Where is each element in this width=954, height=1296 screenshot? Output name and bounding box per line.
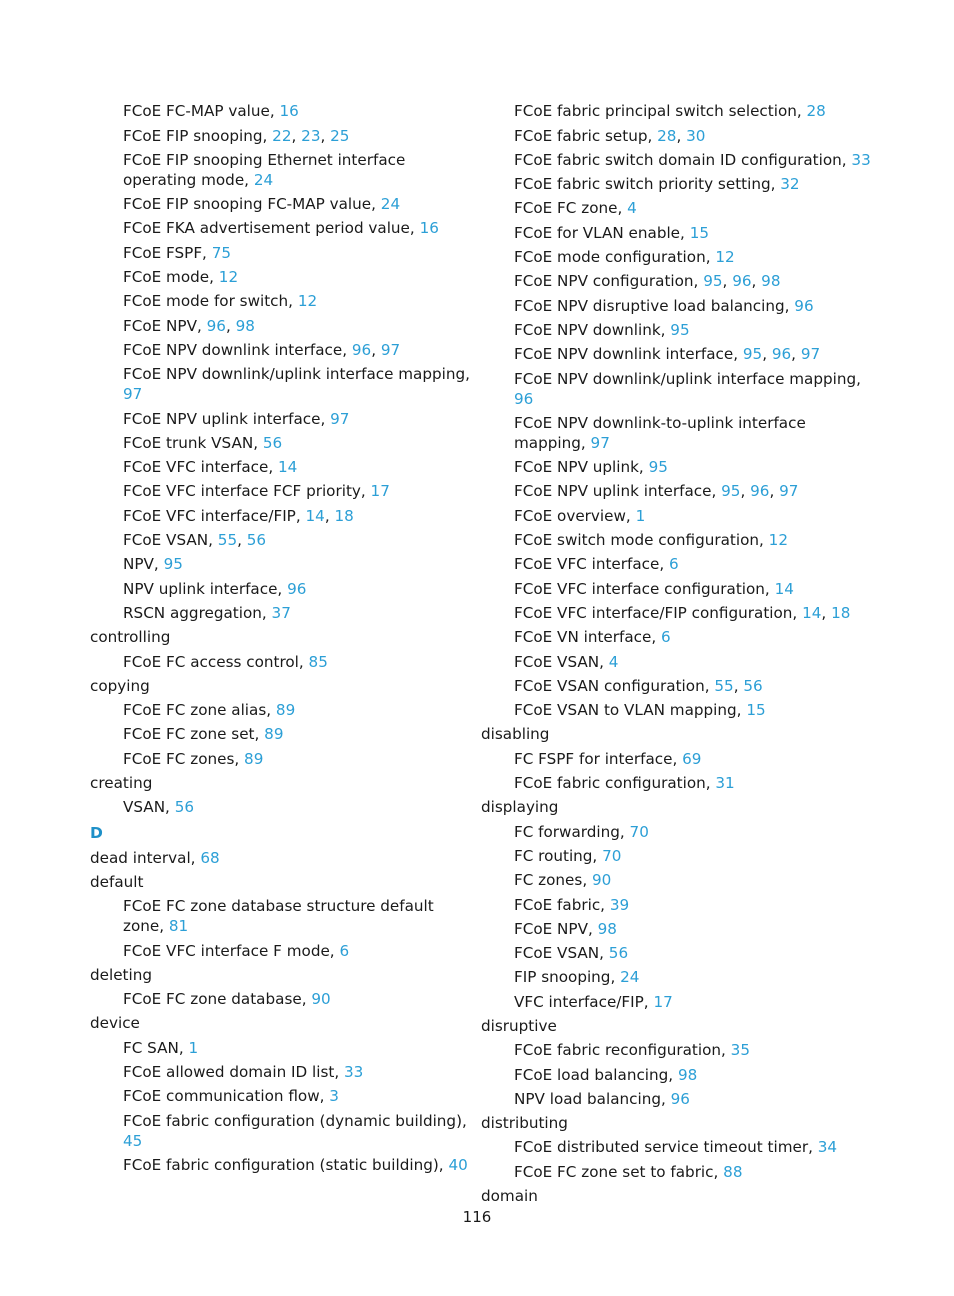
page-link[interactable]: 95	[742, 345, 763, 364]
index-entry-text: deleting	[90, 965, 152, 984]
page-link[interactable]: 18	[334, 506, 354, 525]
index-subterm	[90, 433, 470, 453]
index-entry-text: FCoE VN interface,	[514, 628, 662, 647]
page-link[interactable]: 85	[308, 652, 328, 671]
page-link[interactable]: 70	[629, 822, 649, 841]
index-entry-text: FCoE NPV uplink interface,	[514, 482, 722, 501]
page-link[interactable]: 96	[750, 482, 770, 501]
page-link[interactable]: 1	[635, 506, 646, 525]
index-subterm	[481, 870, 881, 890]
index-subterm	[90, 1038, 470, 1058]
index-entry-text: FCoE fabric principal switch selection,	[514, 102, 807, 121]
index-subterm: FCoE NPV configuration, 95, 96, 98	[514, 272, 781, 291]
index-entry-text: FCoE mode,	[123, 268, 219, 287]
index-entry-text: FCoE VFC interface,	[514, 555, 670, 574]
index-subterm: FCoE VFC interface/FIP configuration, 14, 18	[514, 603, 851, 622]
page-link[interactable]: 16	[279, 102, 299, 121]
page-link[interactable]: 16	[419, 219, 439, 238]
index-subterm	[481, 457, 881, 477]
index-subterm	[90, 1111, 470, 1151]
index-subterm: FCoE NPV, 96, 98	[123, 316, 255, 335]
index-entry-text: FCoE VFC interface configuration,	[514, 579, 775, 598]
index-subterm	[481, 506, 881, 526]
page-link[interactable]: 4	[608, 652, 619, 671]
page-link[interactable]: 88	[723, 1162, 743, 1181]
index-subterm	[481, 369, 881, 409]
index-entry-text: domain	[481, 1187, 538, 1206]
index-subterm	[481, 101, 881, 121]
index-entry-text: FCoE mode for switch,	[123, 292, 298, 311]
page-link[interactable]: 89	[264, 725, 284, 744]
index-entry-text: device	[90, 1014, 140, 1033]
index-entry-text: disruptive	[481, 1016, 557, 1035]
index-entry-text: FCoE fabric switch domain ID configuration,	[514, 150, 852, 169]
index-term	[90, 676, 470, 696]
index-term	[90, 627, 470, 647]
index-entry-text: FC forwarding,	[514, 822, 630, 841]
index-subterm	[481, 773, 881, 793]
index-entry-text: FCoE fabric configuration (static building),	[123, 1155, 449, 1174]
index-term	[481, 1186, 881, 1206]
index-entry-text: FCoE NPV downlink interface,	[514, 345, 743, 364]
index-entry-text: FC zones,	[514, 871, 592, 890]
index-entry-text: FCoE VFC interface FCF priority,	[123, 482, 371, 501]
page-link[interactable]: 90	[591, 871, 612, 890]
index-subterm: FCoE VFC interface/FIP, 14, 18	[123, 506, 354, 525]
index-entry-text: FCoE NPV disruptive load balancing,	[514, 296, 795, 315]
page-link[interactable]: 96	[794, 296, 814, 315]
index-subterm: FCoE VSAN, 55, 56	[123, 531, 267, 550]
page-link[interactable]: 96	[771, 345, 792, 364]
index-subterm	[90, 1062, 470, 1082]
index-term	[90, 872, 470, 892]
index-subterm	[90, 554, 470, 574]
index-entry-text: dead interval,	[90, 848, 201, 867]
page-link[interactable]: 39	[609, 895, 630, 914]
index-subterm: FCoE NPV downlink interface, 95, 96, 97	[514, 345, 821, 364]
index-entry-text: displaying	[481, 798, 559, 817]
index-subterm: FCoE fabric setup, 28, 30	[514, 126, 706, 145]
index-subterm	[481, 296, 881, 316]
page-link[interactable]: 89	[244, 749, 264, 768]
index-entry-text: FCoE fabric setup,	[514, 126, 658, 145]
index-entry-text: FCoE NPV uplink,	[514, 458, 649, 477]
index-entry-text: FCoE FC access control,	[123, 652, 309, 671]
page-link[interactable]: 56	[174, 798, 195, 817]
index-entry-text: disabling	[481, 725, 550, 744]
page-link[interactable]: 28	[806, 102, 826, 121]
page-link[interactable]: 55	[714, 676, 734, 695]
index-subterm	[481, 992, 881, 1012]
index-entry-text: FCoE NPV uplink interface,	[123, 409, 331, 428]
page-link[interactable]: 24	[253, 170, 274, 189]
page-link[interactable]: 97	[779, 482, 799, 501]
index-subterm	[481, 247, 881, 267]
index-entry-text: FCoE FC zones,	[123, 749, 245, 768]
index-entry-text: FCoE FC zone alias,	[123, 701, 276, 720]
index-subterm	[481, 967, 881, 987]
page-link[interactable]: 98	[761, 272, 781, 291]
page-link[interactable]: 12	[768, 531, 788, 550]
page-link[interactable]: 96	[514, 389, 534, 408]
index-entry-text: FCoE FC zone database,	[123, 990, 312, 1009]
page-link[interactable]: 14	[802, 603, 822, 622]
index-subterm	[90, 291, 470, 311]
index-entry-text: FCoE for VLAN enable,	[514, 223, 690, 242]
page-link[interactable]: 98	[235, 316, 255, 335]
index-subterm	[481, 700, 881, 720]
index-subterm	[481, 223, 881, 243]
index-entry-text: distributing	[481, 1114, 568, 1133]
index-entry-text: FCoE fabric configuration (dynamic building),	[123, 1111, 467, 1130]
index-entry-text: NPV uplink interface,	[123, 579, 288, 598]
page-link[interactable]: 28	[657, 126, 677, 145]
index-subterm	[90, 652, 470, 672]
page-link[interactable]: 90	[311, 990, 331, 1009]
index-subterm	[481, 919, 881, 939]
index-entry-text: FCoE VSAN,	[514, 652, 609, 671]
index-subterm: FCoE NPV uplink interface, 95, 96, 97	[514, 482, 799, 501]
index-term	[90, 848, 470, 868]
index-subterm	[481, 1065, 881, 1085]
index-term	[90, 1013, 470, 1033]
page-link[interactable]: 12	[218, 268, 239, 287]
index-subterm: FCoE FIP snooping, 22, 23, 25	[123, 126, 350, 145]
page-link[interactable]: 97	[590, 433, 610, 452]
page-link[interactable]: 55	[217, 531, 238, 550]
index-entry-text: FCoE VFC interface/FIP,	[123, 506, 306, 525]
index-section-letter: D	[90, 824, 103, 843]
page-link[interactable]: 95	[703, 272, 723, 291]
index-entry-text: NPV,	[123, 555, 164, 574]
page-link[interactable]: 95	[670, 320, 690, 339]
index-subterm	[90, 797, 470, 817]
index-entry-text: FCoE overview,	[514, 506, 636, 525]
index-subterm: FCoE NPV downlink interface, 96, 97	[123, 340, 401, 359]
page-link[interactable]: 95	[721, 482, 741, 501]
page-link[interactable]: 17	[653, 992, 673, 1011]
page-link[interactable]: 14	[305, 506, 325, 525]
index-subterm	[90, 409, 470, 429]
index-entry-text: FCoE NPV downlink/uplink interface mapping,	[514, 369, 861, 388]
index-entry-text: FCoE communication flow,	[123, 1087, 330, 1106]
index-entry-text: FCoE NPV downlink/uplink interface mapping,	[123, 365, 470, 384]
page-link[interactable]: 4	[627, 199, 637, 218]
index-subterm	[481, 150, 881, 170]
index-subterm	[481, 652, 881, 672]
index-entry-text: FCoE allowed domain ID list,	[123, 1062, 344, 1081]
index-subterm	[481, 943, 881, 963]
page-link[interactable]: 15	[746, 701, 766, 720]
index-term	[481, 1113, 881, 1133]
index-entry-text: VSAN,	[123, 798, 175, 817]
index-entry-text: default	[90, 872, 144, 891]
page-link[interactable]: 69	[682, 749, 702, 768]
page-link[interactable]: 33	[344, 1062, 364, 1081]
index-entry-text: RSCN aggregation,	[123, 603, 272, 622]
page-link[interactable]: 56	[246, 531, 267, 550]
page-link[interactable]: 30	[686, 126, 706, 145]
index-subterm	[90, 481, 470, 501]
index-term	[90, 965, 470, 985]
index-subterm: FCoE VSAN configuration, 55, 56	[514, 676, 763, 695]
index-subterm	[90, 896, 470, 936]
index-subterm	[481, 627, 881, 647]
page-link[interactable]: 56	[743, 676, 763, 695]
index-entry-text: FCoE VSAN configuration,	[514, 676, 715, 695]
index-subterm	[90, 457, 470, 477]
index-subterm	[481, 530, 881, 550]
page-link[interactable]: 56	[608, 944, 629, 963]
index-entry-text: FCoE FIP snooping,	[123, 126, 273, 145]
index-entry-text: FIP snooping,	[514, 968, 621, 987]
page-link[interactable]: 40	[448, 1155, 468, 1174]
index-entry-text: FCoE FSPF,	[123, 243, 212, 262]
index-entry-text: FCoE FC-MAP value,	[123, 102, 280, 121]
page-link[interactable]: 17	[370, 482, 390, 501]
page-link[interactable]: 98	[677, 1065, 698, 1084]
index-entry-text: FCoE NPV configuration,	[514, 272, 704, 291]
index-subterm	[481, 895, 881, 915]
index-entry-text: controlling	[90, 628, 171, 647]
page-link[interactable]: 6	[339, 941, 350, 960]
index-term	[90, 773, 470, 793]
page-link[interactable]: 96	[732, 272, 752, 291]
index-subterm	[90, 749, 470, 769]
index-entry-text: FCoE NPV,	[123, 316, 207, 335]
page-link[interactable]: 32	[780, 175, 800, 194]
page-link[interactable]: 97	[380, 340, 401, 359]
page-link[interactable]: 97	[123, 385, 143, 404]
index-entry-text: NPV load balancing,	[514, 1089, 671, 1108]
index-subterm	[481, 1040, 881, 1060]
page-link[interactable]: 33	[851, 150, 871, 169]
index-subterm	[481, 749, 881, 769]
index-subterm	[481, 1162, 881, 1182]
page-link[interactable]: 6	[661, 628, 671, 647]
page-link[interactable]: 22	[272, 126, 292, 145]
index-subterm	[481, 822, 881, 842]
index-entry-text: FCoE fabric switch priority setting,	[514, 175, 781, 194]
index-entry-text: FCoE trunk VSAN,	[123, 433, 263, 452]
page-link[interactable]: 35	[730, 1041, 750, 1060]
index-column-right	[481, 97, 881, 1206]
index-entry-text: FCoE FIP snooping FC-MAP value,	[123, 195, 381, 214]
page-link[interactable]: 75	[211, 243, 232, 262]
index-subterm	[90, 101, 470, 121]
index-subterm	[90, 1086, 470, 1106]
index-subterm	[481, 1089, 881, 1109]
page-link[interactable]: 95	[163, 555, 183, 574]
index-subterm	[90, 579, 470, 599]
index-entry-text: FCoE NPV,	[514, 919, 598, 938]
index-subterm	[90, 989, 470, 1009]
index-subterm	[90, 218, 470, 238]
page-link[interactable]: 1	[188, 1038, 199, 1057]
index-subterm	[90, 243, 470, 263]
page-link[interactable]: 98	[597, 919, 617, 938]
page-link[interactable]: 24	[380, 195, 401, 214]
page-link[interactable]: 14	[278, 458, 298, 477]
index-subterm	[481, 320, 881, 340]
page-link[interactable]: 25	[330, 126, 350, 145]
page-link[interactable]: 18	[831, 603, 851, 622]
index-term	[481, 797, 881, 817]
index-entry-text: FCoE NPV downlink-to-uplink interface mapping,	[514, 413, 806, 452]
index-entry-text: FCoE VFC interface/FIP configuration,	[514, 603, 803, 622]
index-entry-text: FCoE FC zone set,	[123, 725, 265, 744]
index-subterm	[481, 554, 881, 574]
page-link[interactable]: 95	[648, 458, 668, 477]
index-subterm	[481, 846, 881, 866]
page-link[interactable]: 6	[669, 555, 679, 574]
index-term	[481, 1016, 881, 1036]
index-entry-text: FCoE VSAN,	[123, 531, 218, 550]
index-subterm	[90, 267, 470, 287]
index-subterm	[481, 174, 881, 194]
index-entry-text: FCoE FC zone set to fabric,	[514, 1162, 724, 1181]
index-subterm	[90, 700, 470, 720]
index-subterm	[90, 724, 470, 744]
page-link[interactable]: 96	[670, 1089, 690, 1108]
page-link[interactable]: 24	[620, 968, 640, 987]
index-entry-text: FCoE FC zone,	[514, 199, 628, 218]
page-link[interactable]: 3	[329, 1087, 339, 1106]
index-subterm	[90, 194, 470, 214]
index-subterm	[90, 1155, 470, 1175]
page-link[interactable]: 23	[301, 126, 321, 145]
index-subterm	[481, 1137, 881, 1157]
index-entry-text: FCoE fabric,	[514, 895, 610, 914]
index-subterm	[481, 198, 881, 218]
index-entry-text: FCoE load balancing,	[514, 1065, 678, 1084]
index-entry-text: FCoE FIP snooping Ethernet interface operating mode,	[123, 150, 406, 189]
page-link[interactable]: 70	[602, 846, 622, 865]
index-entry-text: FCoE VFC interface F mode,	[123, 941, 340, 960]
index-column-left	[90, 97, 470, 1175]
page-link[interactable]: 97	[330, 409, 350, 428]
index-entry-text: FCoE distributed service timeout timer,	[514, 1138, 818, 1157]
page-link[interactable]: 15	[689, 223, 710, 242]
page-link[interactable]: 12	[715, 248, 735, 267]
index-subterm	[90, 941, 470, 961]
index-entry-text: copying	[90, 676, 150, 695]
page-number: 116	[462, 1208, 492, 1226]
index-term	[481, 724, 881, 744]
page-link[interactable]: 31	[715, 774, 735, 793]
page-link[interactable]: 89	[275, 701, 296, 720]
page-link[interactable]: 56	[262, 433, 283, 452]
index-entry-text: FCoE fabric configuration,	[514, 774, 716, 793]
page-link[interactable]: 97	[800, 345, 821, 364]
index-entry-text: FC routing,	[514, 846, 603, 865]
index-entry-text: FC SAN,	[123, 1038, 189, 1057]
index-subterm	[90, 603, 470, 623]
index-subterm	[481, 579, 881, 599]
index-entry-text: FCoE FC zone database structure default zone,	[123, 897, 434, 936]
index-entry-text: FCoE fabric reconfiguration,	[514, 1041, 731, 1060]
page-link[interactable]: 37	[271, 603, 291, 622]
page-link[interactable]: 34	[817, 1138, 838, 1157]
index-entry-text: FCoE VSAN to VLAN mapping,	[514, 701, 747, 720]
index-entry-text: FCoE mode configuration,	[514, 248, 716, 267]
index-entry-text: FCoE FKA advertisement period value,	[123, 219, 420, 238]
index-entry-text: creating	[90, 774, 153, 793]
index-entry-text: FCoE VFC interface,	[123, 458, 279, 477]
page-link[interactable]: 96	[287, 579, 307, 598]
index-subterm	[90, 364, 470, 404]
index-entry-text: FCoE switch mode configuration,	[514, 531, 769, 550]
page-link[interactable]: 45	[123, 1131, 143, 1150]
page-link[interactable]: 81	[168, 917, 189, 936]
index-entry-text: VFC interface/FIP,	[514, 992, 654, 1011]
page-link[interactable]: 96	[206, 316, 226, 335]
index-subterm	[90, 150, 470, 190]
index-entry-text: FCoE NPV downlink interface,	[123, 340, 352, 359]
page-link[interactable]: 96	[351, 340, 372, 359]
page-link[interactable]: 68	[200, 848, 220, 867]
index-entry-text: FC FSPF for interface,	[514, 749, 683, 768]
page-link[interactable]: 12	[297, 292, 318, 311]
index-entry-text: FCoE NPV downlink,	[514, 320, 671, 339]
index-subterm	[481, 413, 881, 453]
index-entry-text: FCoE VSAN,	[514, 944, 609, 963]
page-link[interactable]: 14	[774, 579, 794, 598]
